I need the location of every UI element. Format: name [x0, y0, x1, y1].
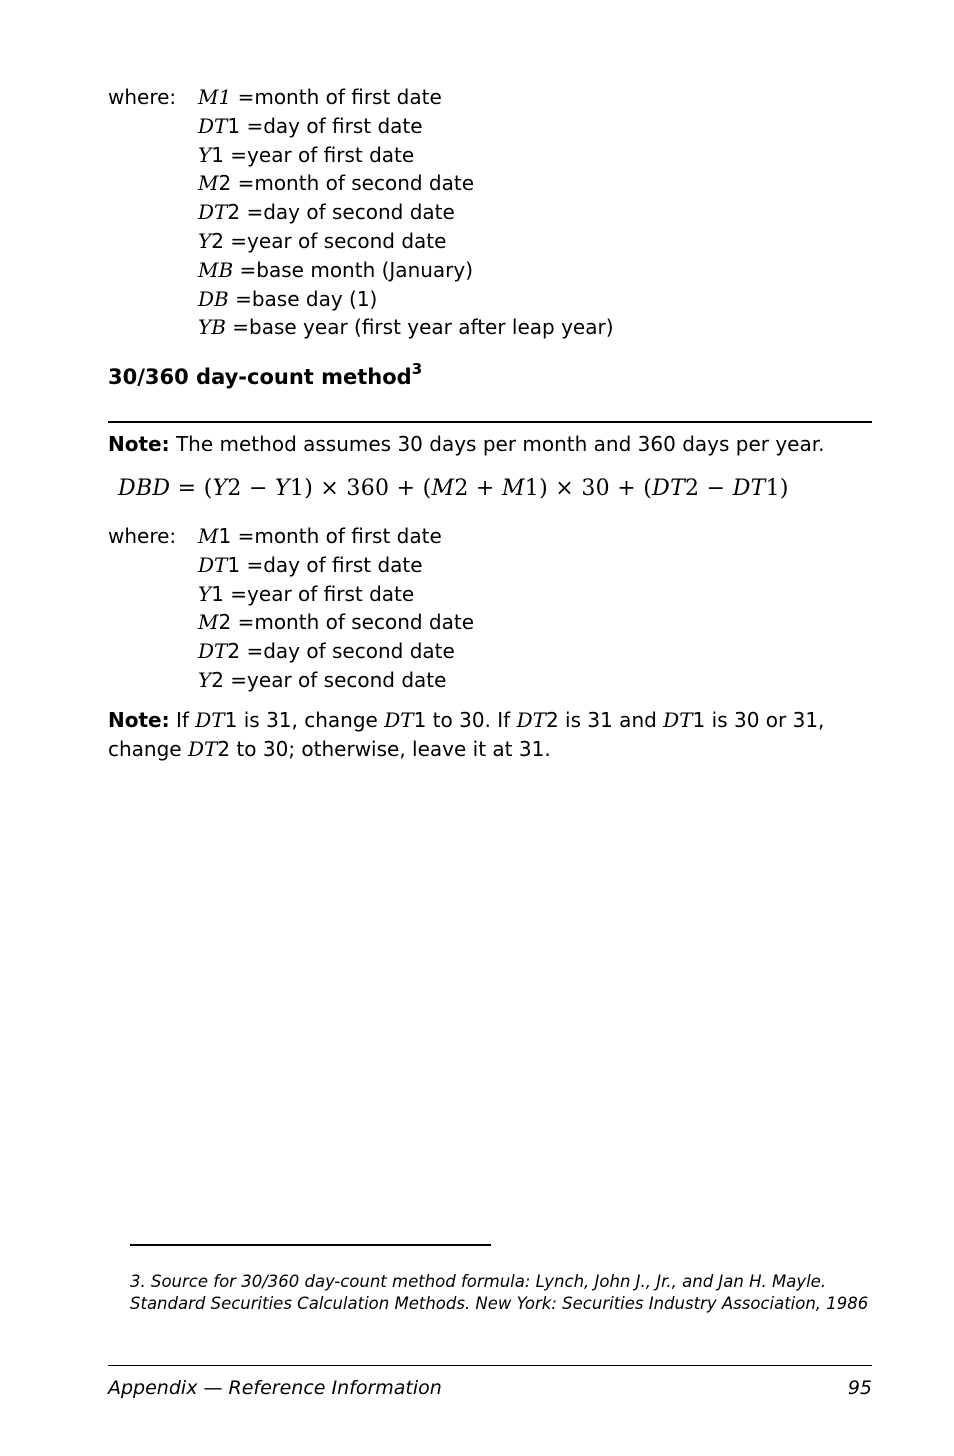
where-label: where: — [108, 85, 177, 109]
variable-subscript: 2 — [211, 228, 224, 253]
note-symbol: DT — [663, 708, 693, 732]
variable-symbol: Y — [198, 228, 212, 253]
variable-description: =year of first date — [223, 581, 415, 606]
variable-list — [198, 83, 614, 342]
variable-description: =base month (January) — [233, 257, 474, 282]
formula-operator: − — [241, 476, 276, 501]
variable-row — [198, 666, 474, 695]
section-heading — [108, 362, 422, 389]
note-text: is 31, change — [237, 708, 385, 732]
formula-paren: ) — [304, 476, 314, 501]
footnote-rule — [130, 1244, 491, 1246]
variable-symbol: YB — [198, 315, 226, 340]
note-day-adjustment — [108, 706, 872, 764]
variable-symbol: DT — [198, 113, 228, 138]
section-rule — [108, 421, 872, 423]
variable-symbol: MB — [198, 257, 234, 282]
variable-description: =year of second date — [223, 228, 447, 253]
note-subscript: 1 — [413, 708, 427, 732]
variable-row — [198, 83, 614, 112]
variable-subscript: 2 — [227, 200, 241, 225]
variable-symbol: M — [198, 85, 219, 109]
heading-text: 30/360 day-count method — [108, 365, 412, 389]
note-text: is 30 or 31, change — [108, 708, 825, 761]
variable-symbol: Y — [198, 581, 212, 606]
variable-description: =day of first date — [240, 113, 423, 138]
formula-operator: + — [468, 476, 502, 501]
where-label: where: — [108, 524, 177, 548]
formula-symbol: Y — [275, 476, 290, 501]
formula-subscript: 2 — [454, 476, 469, 501]
formula-paren: ) — [539, 476, 548, 501]
formula-symbol: Y — [212, 476, 228, 501]
variable-description: =base year (first year after leap year) — [225, 315, 614, 340]
variable-symbol: M — [198, 610, 219, 635]
note-subscript: 1 — [692, 708, 706, 732]
formula-paren: ( — [643, 476, 653, 501]
variable-description: =base day (1) — [228, 286, 378, 311]
variable-description: =month of second date — [231, 171, 475, 196]
note-text: If — [169, 708, 196, 732]
variable-row — [198, 551, 474, 580]
formula-subscript: 2 — [685, 476, 700, 501]
formula-symbol: DT — [732, 476, 766, 501]
variable-row — [198, 313, 614, 342]
note-text: The method assumes 30 days per month and 360 days per year. — [169, 432, 825, 456]
variable-row — [198, 169, 614, 198]
variable-subscript: 2 — [218, 610, 232, 635]
formula-operator: − — [699, 476, 733, 501]
note-symbol: DT — [384, 708, 414, 732]
note-assumption — [108, 430, 872, 459]
formula-equals: = — [170, 476, 204, 501]
variable-description: =year of second date — [223, 667, 447, 692]
variable-row — [198, 608, 474, 637]
variable-symbol: M — [198, 171, 219, 196]
variable-description: =day of first date — [240, 552, 423, 577]
formula-subscript: 1 — [524, 476, 540, 501]
variable-subscript: 2 — [218, 171, 232, 196]
variable-row — [198, 198, 614, 227]
variable-symbol: DT — [198, 552, 228, 577]
variable-subscript: 1 — [218, 85, 232, 109]
footer-rule — [108, 1365, 872, 1366]
note-text: is 31 and — [558, 708, 664, 732]
variable-row — [198, 285, 614, 314]
variable-description: =day of second date — [240, 200, 455, 225]
variable-list — [198, 522, 474, 695]
footer-section-title: Appendix — Reference Information — [108, 1377, 442, 1399]
variable-row — [198, 637, 474, 666]
variable-row — [198, 580, 474, 609]
formula-subscript: 1 — [289, 476, 305, 501]
formula-operator: × 30 + — [548, 476, 644, 501]
formula-subscript: 2 — [227, 476, 242, 501]
note-text: to 30. If — [426, 708, 517, 732]
variable-description: =month of second date — [231, 610, 475, 635]
variable-subscript: 2 — [211, 667, 224, 692]
formula-paren: ( — [203, 476, 213, 501]
formula-lhs: DBD — [118, 476, 171, 501]
variable-subscript: 1 — [227, 552, 241, 577]
note-symbol: DT — [195, 708, 225, 732]
page-number: 95 — [847, 1377, 872, 1399]
variable-row — [198, 141, 614, 170]
variable-symbol: DT — [198, 639, 228, 664]
footnote: 3. Source for 30/360 day-count method formula: Lynch, John J., Jr., and Jan H. Mayle. Standard Securities Calculation Methods. New York: Securities Industry Association, 1986 — [130, 1272, 869, 1313]
variable-symbol: Y — [198, 667, 212, 692]
footnote-reference: 3 — [411, 360, 423, 378]
note-symbol: DT — [516, 708, 546, 732]
variable-description: =month of first date — [231, 85, 442, 109]
variable-row — [198, 227, 614, 256]
variable-symbol: DB — [198, 286, 229, 311]
note-symbol: DT — [187, 736, 218, 761]
variable-subscript: 1 — [211, 142, 224, 167]
variable-symbol: Y — [198, 142, 212, 167]
variable-row — [198, 522, 474, 551]
variable-subscript: 2 — [227, 639, 241, 664]
variable-subscript: 1 — [218, 524, 232, 548]
variable-description: =month of first date — [231, 524, 442, 548]
formula-operator: × 360 + — [313, 476, 423, 501]
formula-subscript: 1 — [765, 476, 780, 501]
note-label: Note: — [108, 708, 170, 732]
note-subscript: 2 — [217, 736, 231, 761]
formula-symbol: M — [501, 476, 525, 501]
dbd-formula — [118, 476, 789, 501]
variable-description: =year of first date — [223, 142, 415, 167]
variable-row — [198, 256, 614, 285]
variable-symbol: DT — [198, 200, 228, 225]
formula-paren: ) — [779, 476, 789, 501]
variable-row — [198, 112, 614, 141]
formula-symbol: DT — [652, 476, 686, 501]
variable-symbol: M — [198, 524, 219, 548]
note-text: to 30; otherwise, leave it at 31. — [230, 736, 551, 761]
formula-paren: ( — [422, 476, 432, 501]
note-subscript: 2 — [545, 708, 559, 732]
variable-description: =day of second date — [240, 639, 455, 664]
note-subscript: 1 — [224, 708, 238, 732]
variable-subscript: 1 — [211, 581, 224, 606]
formula-symbol: M — [431, 476, 455, 501]
note-label: Note: — [108, 432, 170, 456]
variable-subscript: 1 — [227, 113, 241, 138]
